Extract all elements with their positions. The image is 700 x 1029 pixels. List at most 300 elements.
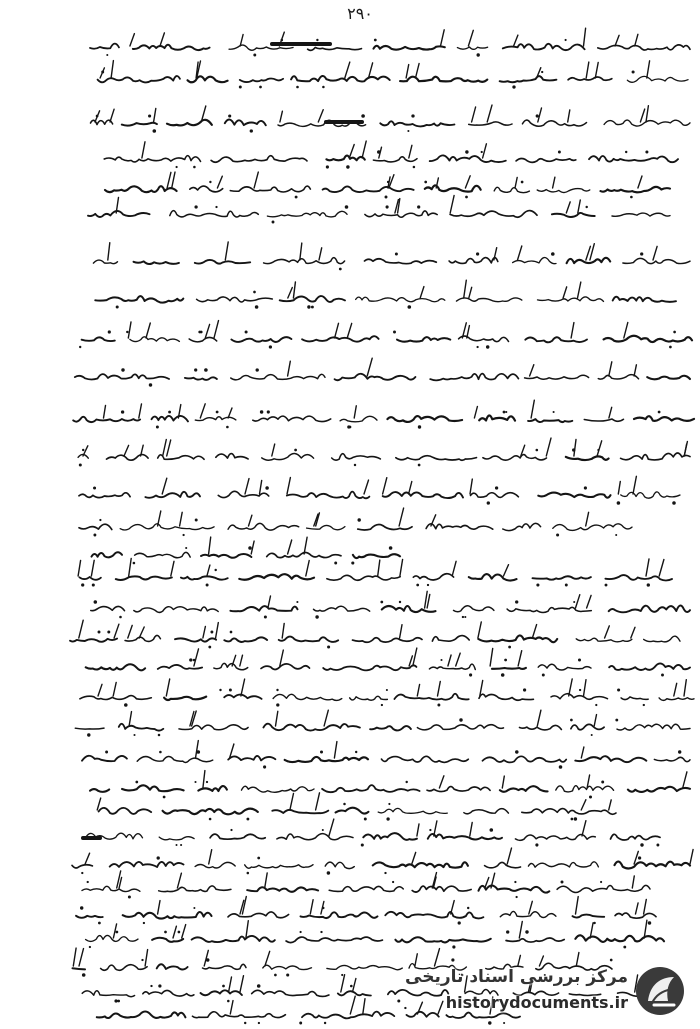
handwritten-dot xyxy=(384,872,386,874)
handwritten-word xyxy=(363,833,417,840)
handwritten-dot xyxy=(515,750,518,753)
handwritten-word xyxy=(373,157,417,162)
handwritten-word xyxy=(598,45,690,50)
handwritten-dot xyxy=(107,631,110,634)
handwritten-dot xyxy=(150,985,152,987)
handwritten-stroke xyxy=(130,34,135,46)
handwritten-word xyxy=(82,886,140,891)
handwritten-stroke xyxy=(196,741,199,758)
handwritten-dot xyxy=(347,425,350,428)
handwritten-dot xyxy=(632,70,635,73)
handwritten-word xyxy=(400,77,487,82)
handwritten-stroke xyxy=(683,772,687,788)
handwritten-word xyxy=(506,938,564,942)
handwritten-dot xyxy=(476,252,479,255)
handwritten-dot xyxy=(257,857,260,860)
handwritten-word xyxy=(621,492,680,498)
handwritten-stroke xyxy=(158,511,161,526)
handwritten-stroke xyxy=(417,824,419,836)
handwritten-dot xyxy=(465,150,468,153)
handwritten-word xyxy=(432,636,469,642)
handwritten-word xyxy=(516,159,576,163)
handwritten-word xyxy=(181,576,228,579)
handwritten-dot xyxy=(87,733,90,736)
handwritten-stroke xyxy=(207,565,210,576)
handwritten-stroke xyxy=(594,715,596,726)
handwritten-word xyxy=(327,575,400,580)
handwritten-dot xyxy=(658,411,661,414)
handwritten-dot xyxy=(508,646,511,649)
handwritten-word xyxy=(273,694,342,700)
handwritten-stroke xyxy=(290,793,294,810)
handwritten-stroke xyxy=(146,323,150,338)
handwritten-dot xyxy=(209,818,212,821)
handwritten-stroke xyxy=(563,287,567,298)
handwritten-word xyxy=(75,728,104,729)
handwritten-stroke xyxy=(334,742,337,758)
handwritten-dot xyxy=(128,896,131,899)
handwritten-dot xyxy=(94,600,98,604)
handwritten-dot xyxy=(411,114,414,117)
handwritten-dot xyxy=(81,583,84,586)
handwritten-dot xyxy=(585,206,587,208)
handwritten-dot xyxy=(561,881,564,884)
handwritten-word xyxy=(382,756,469,762)
handwritten-dot xyxy=(267,410,270,413)
handwritten-word xyxy=(134,607,218,613)
handwritten-stroke xyxy=(468,30,473,46)
handwritten-stroke xyxy=(268,596,271,608)
handwritten-word xyxy=(471,493,519,498)
handwritten-dot xyxy=(197,750,201,754)
handwritten-dot xyxy=(405,781,407,783)
handwritten-dot xyxy=(656,844,659,847)
handwritten-dot xyxy=(345,205,349,209)
handwritten-dot xyxy=(343,803,346,806)
handwritten-word xyxy=(224,637,267,642)
handwritten-stroke xyxy=(518,651,522,666)
handwritten-dot xyxy=(458,921,461,924)
handwritten-stroke xyxy=(79,620,83,638)
handwritten-word xyxy=(195,862,235,868)
handwritten-word xyxy=(613,297,676,302)
handwritten-stroke xyxy=(647,61,650,78)
handwritten-stroke xyxy=(139,627,144,638)
handwritten-dot xyxy=(79,346,81,348)
handwritten-dot xyxy=(93,534,96,537)
handwritten-word xyxy=(425,185,481,191)
handwritten-dot xyxy=(96,115,99,118)
handwritten-word xyxy=(122,123,157,126)
handwritten-word xyxy=(538,297,604,302)
handwritten-stroke xyxy=(624,323,628,339)
handwritten-stroke xyxy=(171,561,174,576)
handwritten-stroke xyxy=(566,202,570,213)
handwritten-word xyxy=(214,663,248,669)
handwritten-dot xyxy=(536,449,539,452)
handwritten-dot xyxy=(210,631,213,634)
handwritten-dot xyxy=(354,464,356,466)
handwritten-stroke xyxy=(78,560,81,576)
handwritten-dot xyxy=(157,856,160,859)
handwritten-dot xyxy=(227,1000,230,1003)
handwritten-word xyxy=(628,787,690,792)
handwritten-word xyxy=(195,260,250,264)
handwritten-stroke xyxy=(310,900,313,914)
handwritten-dot xyxy=(512,85,515,88)
handwritten-word xyxy=(86,935,138,941)
handwritten-word xyxy=(75,374,169,379)
handwritten-dot xyxy=(93,487,96,490)
handwritten-word xyxy=(621,697,648,700)
handwritten-dot xyxy=(437,704,440,707)
history-documents-logo-icon xyxy=(634,965,686,1017)
handwritten-stroke xyxy=(434,821,437,836)
handwritten-word xyxy=(301,912,378,918)
handwritten-stroke xyxy=(400,559,403,576)
handwritten-stroke xyxy=(354,406,356,418)
handwritten-dot xyxy=(525,930,528,933)
handwritten-word xyxy=(152,416,189,421)
handwritten-stroke xyxy=(276,711,278,726)
handwritten-stroke xyxy=(640,109,644,122)
handwritten-dot xyxy=(255,305,259,309)
handwritten-word xyxy=(197,297,273,302)
handwritten-dot xyxy=(584,486,587,489)
handwritten-dot xyxy=(119,616,122,619)
handwritten-stroke xyxy=(467,326,470,338)
handwritten-word xyxy=(329,886,403,891)
handwritten-dot xyxy=(253,291,256,294)
handwritten-dot xyxy=(574,817,577,820)
handwritten-dot xyxy=(506,930,509,933)
handwritten-dot xyxy=(178,931,181,934)
handwritten-stroke xyxy=(124,445,129,456)
handwritten-stroke xyxy=(98,684,102,696)
handwritten-stroke xyxy=(646,106,648,122)
handwritten-dot xyxy=(351,561,354,564)
handwritten-stroke xyxy=(532,625,536,638)
handwritten-stroke xyxy=(531,400,534,418)
handwritten-dot xyxy=(133,562,136,565)
handwritten-stroke xyxy=(609,407,612,418)
handwritten-dot xyxy=(198,331,201,334)
handwritten-word xyxy=(192,936,275,942)
handwritten-word xyxy=(170,211,258,217)
handwritten-dot xyxy=(296,86,299,89)
handwritten-word xyxy=(105,186,177,192)
handwritten-dot xyxy=(476,346,478,348)
handwritten-stroke xyxy=(529,901,533,914)
handwritten-dot xyxy=(615,534,617,536)
handwritten-stroke xyxy=(173,926,176,938)
handwritten-word xyxy=(92,552,123,557)
handwritten-word xyxy=(110,862,184,867)
handwritten-stroke xyxy=(470,479,472,494)
handwritten-word xyxy=(80,696,151,700)
handwritten-stroke xyxy=(425,591,428,608)
handwritten-stroke xyxy=(180,512,183,526)
handwritten-dot xyxy=(250,129,253,132)
handwritten-word xyxy=(611,834,661,840)
handwritten-word xyxy=(617,724,690,730)
handwritten-dot xyxy=(182,534,184,536)
handwritten-word xyxy=(228,756,275,760)
handwritten-dot xyxy=(82,449,84,451)
handwritten-dot xyxy=(605,584,608,587)
handwritten-dot xyxy=(647,583,650,586)
handwritten-dot xyxy=(193,659,196,662)
handwritten-dot xyxy=(156,426,159,429)
handwritten-word xyxy=(137,756,213,762)
handwritten-word xyxy=(567,258,611,263)
handwritten-stroke xyxy=(225,242,228,260)
handwritten-dot xyxy=(617,501,621,505)
handwritten-word xyxy=(609,606,690,613)
handwritten-stroke xyxy=(353,979,356,993)
handwritten-word xyxy=(99,808,152,814)
handwritten-stroke xyxy=(474,407,477,419)
handwritten-dot xyxy=(565,584,568,587)
handwritten-word xyxy=(557,885,650,892)
handwritten-word xyxy=(412,886,471,892)
handwritten-dot xyxy=(299,1022,302,1025)
handwritten-word xyxy=(457,47,487,49)
handwritten-dot xyxy=(418,425,421,428)
handwritten-stroke xyxy=(73,948,76,966)
handwritten-stroke xyxy=(515,177,517,188)
handwritten-word xyxy=(507,607,591,612)
handwritten-dot xyxy=(281,39,284,42)
handwritten-dot xyxy=(542,674,545,677)
handwritten-dot xyxy=(244,1022,246,1024)
handwritten-word xyxy=(159,886,231,892)
handwritten-dot xyxy=(392,881,394,883)
handwritten-word xyxy=(395,937,490,942)
handwritten-dot xyxy=(121,368,124,371)
handwritten-word xyxy=(185,377,217,380)
handwritten-stroke xyxy=(172,172,175,188)
handwritten-stroke xyxy=(605,626,610,638)
handwritten-word xyxy=(428,834,502,839)
handwritten-stroke xyxy=(409,145,412,158)
handwritten-word xyxy=(601,187,671,192)
handwritten-dot xyxy=(440,659,442,661)
handwritten-dot xyxy=(559,765,563,769)
handwritten-word xyxy=(449,258,498,264)
handwritten-word xyxy=(145,492,200,498)
handwritten-word xyxy=(552,213,595,217)
handwritten-dot xyxy=(481,151,483,153)
handwritten-dot xyxy=(486,345,489,348)
handwritten-dot xyxy=(193,166,196,169)
handwritten-dot xyxy=(81,872,83,874)
handwritten-dot xyxy=(258,1022,260,1024)
handwritten-word xyxy=(533,576,591,579)
handwritten-stroke xyxy=(635,34,638,46)
handwritten-word xyxy=(327,965,402,969)
handwritten-stroke xyxy=(518,246,522,260)
handwritten-stroke xyxy=(304,537,307,554)
handwritten-dot xyxy=(465,196,468,199)
handwritten-dot xyxy=(194,368,197,371)
handwritten-stroke xyxy=(329,819,334,836)
handwritten-word xyxy=(125,635,160,641)
handwritten-word xyxy=(503,523,541,530)
handwritten-dot xyxy=(245,330,248,333)
handwritten-dot xyxy=(316,39,318,41)
handwritten-stroke xyxy=(114,624,119,638)
handwritten-stroke xyxy=(162,478,167,494)
handwritten-dot xyxy=(617,688,620,691)
handwritten-word xyxy=(130,337,180,342)
handwritten-stroke xyxy=(91,560,94,576)
handwritten-stroke xyxy=(451,901,455,914)
handwritten-dot xyxy=(98,631,101,634)
handwritten-dot xyxy=(469,673,472,676)
handwritten-dot xyxy=(320,931,322,933)
handwritten-word xyxy=(302,1012,394,1019)
handwritten-stroke xyxy=(581,747,584,758)
handwritten-dot xyxy=(427,584,429,586)
handwritten-word xyxy=(659,698,694,701)
handwritten-dot xyxy=(229,689,232,692)
handwritten-dot xyxy=(361,843,364,846)
handwritten-dot xyxy=(222,985,225,988)
handwritten-word xyxy=(336,808,369,814)
handwritten-word xyxy=(538,664,591,670)
handwritten-stroke xyxy=(507,848,511,864)
handwritten-dot xyxy=(381,704,383,706)
handwritten-dot xyxy=(148,114,151,117)
handwritten-stroke xyxy=(139,404,142,418)
handwritten-dot xyxy=(265,486,269,490)
handwritten-word xyxy=(287,492,370,499)
handwritten-stroke xyxy=(546,438,551,456)
handwritten-word xyxy=(91,120,113,124)
handwritten-stroke xyxy=(420,287,424,298)
handwritten-dot xyxy=(339,268,342,271)
handwritten-dot xyxy=(300,931,302,933)
handwritten-word xyxy=(119,724,164,731)
handwritten-word xyxy=(634,416,694,421)
handwritten-stroke xyxy=(574,440,576,457)
handwritten-word xyxy=(193,1012,286,1018)
handwritten-dot xyxy=(535,843,538,846)
handwritten-dot xyxy=(515,600,518,603)
handwritten-word xyxy=(326,156,364,161)
handwritten-stroke xyxy=(653,246,657,260)
handwritten-stroke xyxy=(409,656,412,666)
handwritten-dot xyxy=(413,166,416,169)
handwritten-stroke xyxy=(316,793,320,810)
handwritten-word xyxy=(88,211,150,217)
handwritten-word xyxy=(164,697,206,700)
handwritten-word xyxy=(515,834,595,840)
handwritten-dot xyxy=(124,703,128,707)
handwritten-dot xyxy=(645,150,648,153)
handwritten-dot xyxy=(464,616,466,618)
handwritten-word xyxy=(568,77,612,80)
handwritten-word xyxy=(79,493,130,498)
handwritten-stroke xyxy=(448,655,451,666)
handwritten-stroke xyxy=(490,649,493,667)
handwritten-stroke xyxy=(142,142,145,158)
handwritten-stroke xyxy=(97,798,101,810)
handwritten-dot xyxy=(361,114,365,118)
handwritten-dot xyxy=(180,844,182,846)
handwritten-dot xyxy=(208,646,211,649)
handwritten-stroke xyxy=(504,565,509,576)
handwritten-word xyxy=(575,935,664,942)
handwritten-dot xyxy=(101,71,104,74)
handwritten-stroke xyxy=(478,622,481,638)
handwritten-dot xyxy=(296,601,298,603)
handwritten-stroke xyxy=(300,243,302,260)
handwritten-stroke xyxy=(245,479,249,494)
handwritten-dot xyxy=(640,252,643,255)
handwritten-word xyxy=(413,574,453,580)
handwritten-word xyxy=(430,155,506,162)
handwritten-stroke xyxy=(203,771,205,788)
handwritten-word xyxy=(604,336,692,342)
handwritten-dot xyxy=(490,828,494,832)
handwritten-dot xyxy=(320,751,323,754)
handwritten-dot xyxy=(185,547,187,549)
handwritten-dot xyxy=(276,689,278,691)
handwritten-dot xyxy=(503,1022,505,1024)
handwritten-word xyxy=(218,491,268,497)
handwritten-stroke xyxy=(163,440,167,457)
handwritten-stroke xyxy=(537,710,541,726)
handwritten-stroke xyxy=(364,480,369,494)
handwritten-dot xyxy=(274,974,277,977)
handwritten-stroke xyxy=(553,177,555,188)
handwritten-dot xyxy=(571,818,574,821)
handwritten-word xyxy=(627,76,688,82)
handwritten-word xyxy=(525,337,587,342)
handwritten-word xyxy=(380,121,454,126)
handwritten-word xyxy=(571,724,604,729)
handwritten-stroke xyxy=(584,680,587,696)
handwritten-dot xyxy=(467,907,469,909)
handwritten-stroke xyxy=(406,65,409,78)
handwritten-dot xyxy=(327,871,330,874)
handwritten-dot xyxy=(417,205,420,208)
handwritten-stroke xyxy=(203,626,206,638)
handwritten-stroke xyxy=(456,653,461,666)
handwritten-dot xyxy=(600,881,602,883)
handwritten-dot xyxy=(488,1021,491,1024)
handwritten-word xyxy=(263,724,360,731)
handwritten-dot xyxy=(264,615,267,618)
handwritten-stroke xyxy=(306,561,309,577)
handwritten-dot xyxy=(341,974,343,976)
handwritten-word xyxy=(469,122,512,125)
handwritten-dot xyxy=(669,346,672,349)
handwritten-dot xyxy=(386,817,389,820)
handwritten-stroke xyxy=(633,476,636,494)
handwritten-stroke xyxy=(469,287,472,298)
handwritten-word xyxy=(245,865,313,869)
handwritten-word xyxy=(644,636,680,642)
handwritten-stroke xyxy=(104,406,106,419)
handwritten-dot xyxy=(393,331,396,334)
handwritten-stroke xyxy=(584,28,586,46)
handwritten-stroke xyxy=(413,648,417,666)
handwritten-word xyxy=(188,76,228,82)
handwritten-word xyxy=(537,189,590,193)
